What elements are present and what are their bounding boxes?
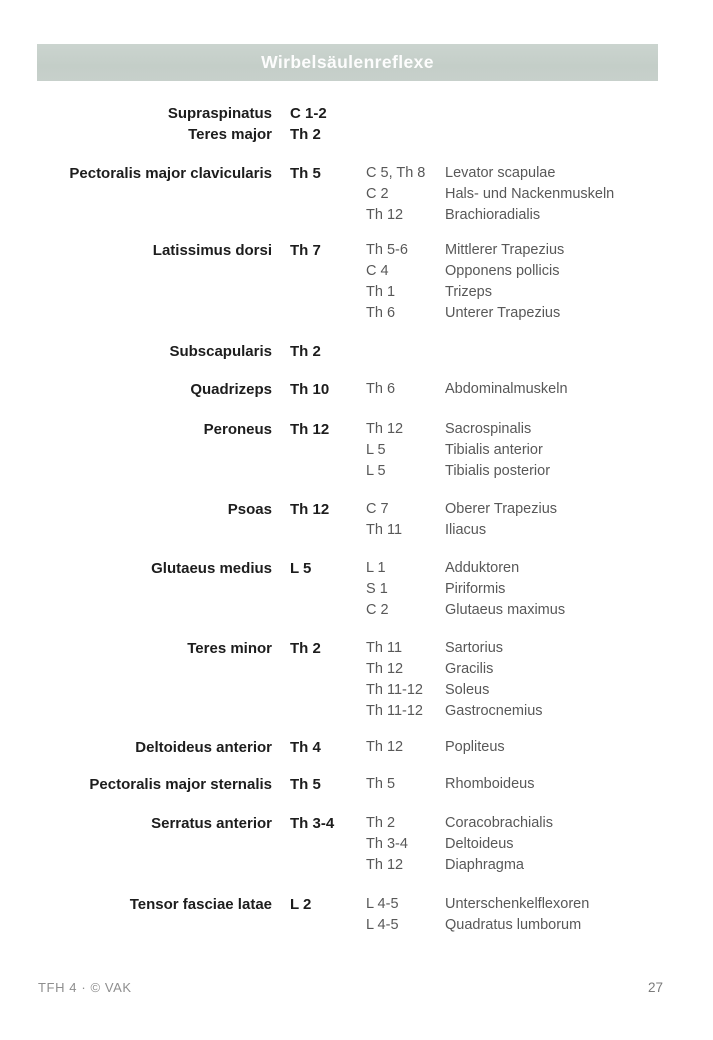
table-row <box>0 240 713 324</box>
assoc-muscle: Trizeps <box>445 284 492 300</box>
assoc-muscle-list <box>445 638 713 722</box>
assoc-level: L 5 <box>366 463 386 479</box>
muscle-name: Tensor fasciae latae <box>129 896 272 913</box>
assoc-level: Th 12 <box>366 207 404 223</box>
assoc-muscle: Tibialis posterior <box>445 463 551 479</box>
assoc-level: L 1 <box>366 560 386 576</box>
assoc-level: L 4-5 <box>366 917 399 933</box>
vertebra-level: Th 7 <box>290 242 321 259</box>
assoc-muscle: Hals- und Nackenmuskeln <box>445 186 615 202</box>
assoc-muscle: Gastrocnemius <box>445 703 543 719</box>
assoc-level-list <box>366 163 445 226</box>
section-title-bar <box>37 44 658 81</box>
assoc-level: C 7 <box>366 501 389 517</box>
assoc-muscle: Glutaeus maximus <box>445 602 566 618</box>
assoc-level-list <box>366 419 445 482</box>
assoc-muscle: Gracilis <box>445 661 494 677</box>
muscle-name: Quadrizeps <box>190 381 272 398</box>
muscle-name: Glutaeus medius <box>151 560 272 577</box>
muscle-name: Deltoideus anterior <box>135 739 272 756</box>
assoc-level: Th 11-12 <box>366 703 423 719</box>
table-row <box>0 894 713 936</box>
vertebra-level: Th 5 <box>290 165 321 182</box>
assoc-level: C 2 <box>366 602 389 618</box>
assoc-level: C 2 <box>366 186 389 202</box>
assoc-muscle: Rhomboideus <box>445 776 535 792</box>
assoc-muscle-list <box>445 558 713 621</box>
assoc-muscle: Piriformis <box>445 581 506 597</box>
vertebra-level: Th 10 <box>290 381 330 398</box>
assoc-level: Th 12 <box>366 421 404 437</box>
table-row <box>0 737 713 758</box>
muscle-name: Psoas <box>227 501 272 518</box>
assoc-level: Th 5 <box>366 776 396 792</box>
assoc-muscle-list <box>445 163 713 226</box>
assoc-level: C 4 <box>366 263 389 279</box>
table-row <box>0 103 713 124</box>
table-row <box>0 124 713 145</box>
assoc-muscle: Levator scapulae <box>445 165 556 181</box>
assoc-muscle-list <box>445 813 713 876</box>
assoc-level: C 5, Th 8 <box>366 165 426 181</box>
assoc-muscle: Coracobrachialis <box>445 815 553 831</box>
vertebra-level: L 2 <box>290 896 312 913</box>
assoc-level: Th 1 <box>366 284 396 300</box>
assoc-level: S 1 <box>366 581 388 597</box>
assoc-muscle: Adduktoren <box>445 560 520 576</box>
page-title: Wirbelsäulenreflexe <box>261 52 434 72</box>
assoc-level: Th 2 <box>366 815 396 831</box>
assoc-level-list <box>366 240 445 324</box>
assoc-muscle: Quadratus lumborum <box>445 917 582 933</box>
assoc-level: Th 3-4 <box>366 836 408 852</box>
assoc-level-list <box>366 103 445 124</box>
reflex-table <box>0 81 713 936</box>
vertebra-level: L 5 <box>290 560 312 577</box>
assoc-level: L 5 <box>366 442 386 458</box>
assoc-level: Th 5-6 <box>366 242 408 258</box>
assoc-level: Th 11 <box>366 522 403 538</box>
vertebra-level: Th 2 <box>290 343 321 360</box>
footer-imprint: TFH 4 · © VAK <box>38 980 132 995</box>
muscle-name: Pectoralis major clavicularis <box>69 165 272 182</box>
vertebra-level: Th 2 <box>290 640 321 657</box>
assoc-level-list <box>366 341 445 362</box>
assoc-muscle: Sacrospinalis <box>445 421 532 437</box>
assoc-level: Th 11-12 <box>366 682 423 698</box>
table-row <box>0 774 713 795</box>
muscle-name: Supraspinatus <box>167 105 272 122</box>
table-row <box>0 163 713 226</box>
assoc-muscle: Deltoideus <box>445 836 514 852</box>
assoc-level: L 4-5 <box>366 896 399 912</box>
assoc-level-list <box>366 558 445 621</box>
assoc-level: Th 11 <box>366 640 403 656</box>
assoc-level-list <box>366 124 445 145</box>
assoc-muscle-list <box>445 124 713 145</box>
muscle-name: Pectoralis major sternalis <box>89 776 272 793</box>
table-row <box>0 558 713 621</box>
table-row <box>0 638 713 722</box>
assoc-level-list <box>366 813 445 876</box>
table-row <box>0 341 713 362</box>
assoc-muscle-list <box>445 240 713 324</box>
assoc-level-list <box>366 737 445 758</box>
table-row <box>0 813 713 876</box>
vertebra-level: Th 4 <box>290 739 321 756</box>
assoc-level-list <box>366 499 445 541</box>
muscle-name: Latissimus dorsi <box>152 242 272 259</box>
vertebra-level: Th 12 <box>290 421 330 438</box>
muscle-name: Teres minor <box>187 640 272 657</box>
assoc-level: Th 6 <box>366 381 396 397</box>
assoc-muscle: Unterschenkelflexoren <box>445 896 590 912</box>
vertebra-level: Th 2 <box>290 126 321 143</box>
assoc-level-list <box>366 638 445 722</box>
assoc-muscle-list <box>445 774 713 795</box>
table-row <box>0 419 713 482</box>
assoc-level: Th 12 <box>366 661 404 677</box>
assoc-muscle-list <box>445 499 713 541</box>
assoc-level-list <box>366 774 445 795</box>
assoc-level-list <box>366 894 445 936</box>
assoc-level: Th 12 <box>366 857 404 873</box>
muscle-name: Teres major <box>188 126 272 143</box>
vertebra-level: Th 12 <box>290 501 330 518</box>
assoc-muscle-list <box>445 379 713 400</box>
page-number: 27 <box>647 980 663 995</box>
vertebra-level: C 1-2 <box>290 105 327 122</box>
table-row <box>0 499 713 541</box>
assoc-muscle: Opponens pollicis <box>445 263 560 279</box>
assoc-muscle-list <box>445 737 713 758</box>
assoc-muscle: Iliacus <box>445 522 487 538</box>
assoc-muscle: Brachioradialis <box>445 207 541 223</box>
assoc-level: Th 12 <box>366 739 404 755</box>
assoc-muscle: Mittlerer Trapezius <box>445 242 565 258</box>
assoc-muscle-list <box>445 419 713 482</box>
muscle-name: Peroneus <box>203 421 272 438</box>
muscle-name: Subscapularis <box>169 343 272 360</box>
vertebra-level: Th 3-4 <box>290 815 335 832</box>
assoc-muscle-list <box>445 103 713 124</box>
assoc-muscle: Popliteus <box>445 739 505 755</box>
assoc-muscle-list <box>445 894 713 936</box>
assoc-muscle: Tibialis anterior <box>445 442 543 458</box>
assoc-level-list <box>366 379 445 400</box>
vertebra-level: Th 5 <box>290 776 321 793</box>
assoc-muscle: Sartorius <box>445 640 504 656</box>
muscle-name: Serratus anterior <box>151 815 272 832</box>
assoc-muscle: Abdominalmuskeln <box>445 381 568 397</box>
assoc-muscle: Diaphragma <box>445 857 524 873</box>
assoc-muscle: Unterer Trapezius <box>445 305 561 321</box>
assoc-muscle-list <box>445 341 713 362</box>
assoc-level: Th 6 <box>366 305 396 321</box>
assoc-muscle: Soleus <box>445 682 490 698</box>
assoc-muscle: Oberer Trapezius <box>445 501 558 517</box>
table-row <box>0 379 713 400</box>
